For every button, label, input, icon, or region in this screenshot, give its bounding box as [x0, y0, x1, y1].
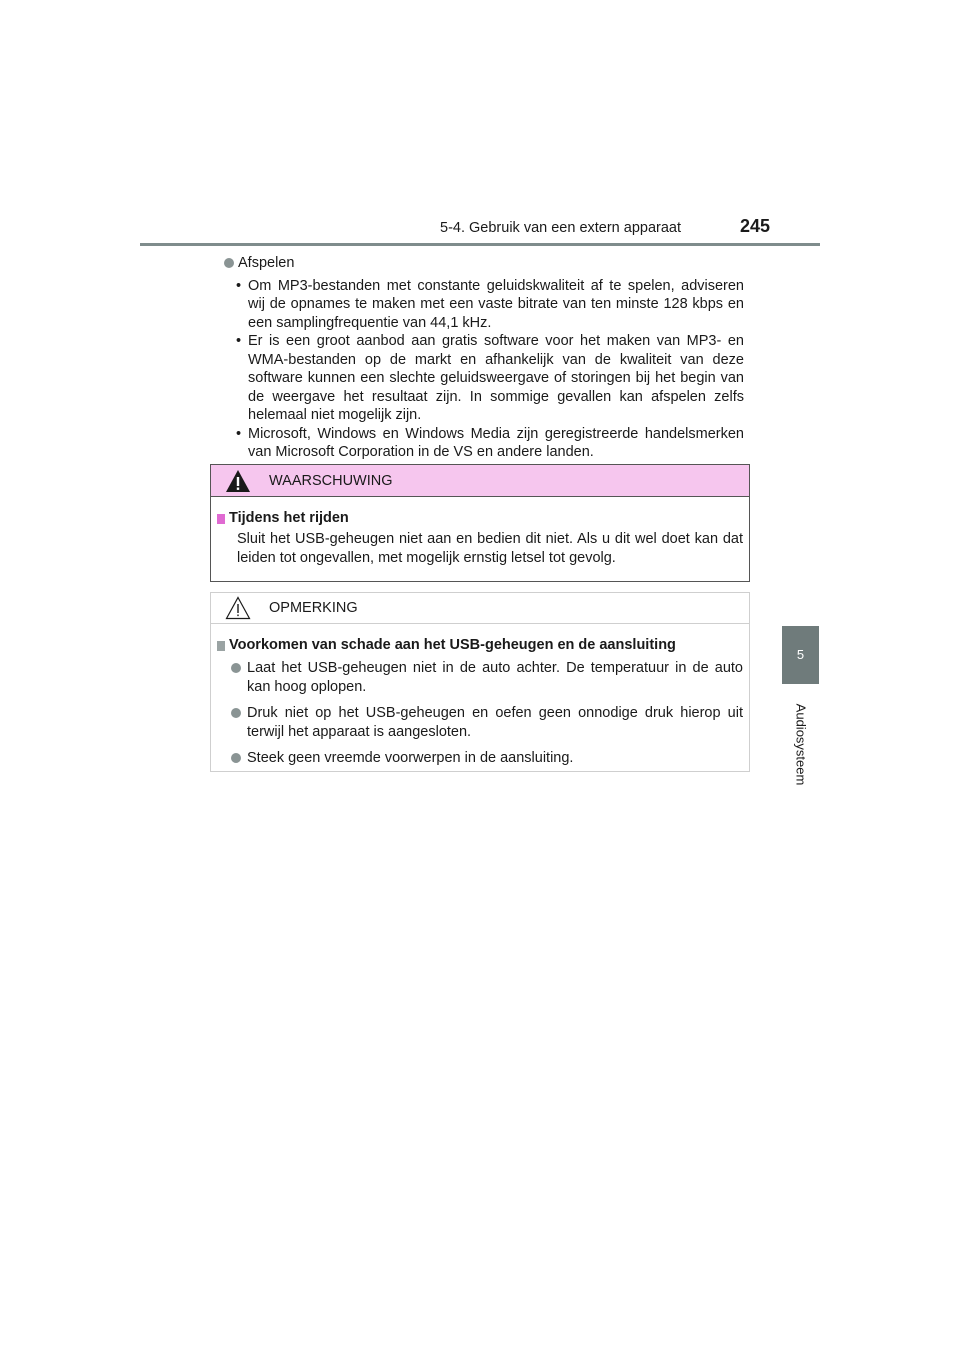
note-box [210, 592, 750, 772]
chapter-tab-label-text: Audiosysteem [793, 703, 808, 785]
note-header [211, 593, 749, 624]
playback-heading-text: Afspelen [238, 255, 295, 271]
square-bullet-icon [217, 514, 225, 524]
warning-text: Sluit het USB-geheugen niet aan en bedien dit niet. Als u dit wel doet kan dat leiden tot ongevallen, met mogelijk ernstig letsel tot gevolg. [237, 531, 743, 566]
page-number: 245 [740, 216, 771, 236]
warning-triangle-icon [225, 469, 251, 493]
caution-triangle-icon [225, 596, 251, 620]
circle-bullet-icon [231, 663, 241, 673]
list-item: • Er is een groot aanbod aan gratis software voor het maken van MP3- en WMA-bestanden op de markt en afhankelijk van de kwaliteit van deze software kunnen een slechte geluidsweergave of storingen bij het begin van de weergave het resultaat zijn. In sommige gevallen kan afspelen zelfs helemaal niet mogelijk zijn. [236, 332, 744, 425]
note-subheading [217, 636, 743, 655]
note-item-text: Steek geen vreemde voorwerpen in de aansluiting. [247, 750, 574, 766]
header-divider [140, 243, 820, 246]
list-item: • Om MP3-bestanden met constante geluidskwaliteit af te spelen, adviseren wij de opnames te maken met een vaste bitrate van ten minste 128 kbps en een samplingfrequentie van 44,1 kHz. [236, 277, 744, 333]
warning-subheading-text: Tijdens het rijden [229, 510, 349, 526]
warning-subheading [217, 509, 743, 528]
list-item [231, 659, 743, 697]
list-item [231, 749, 743, 768]
playback-section [210, 254, 750, 462]
playback-heading [224, 254, 750, 273]
note-item-text: Laat het USB-geheugen niet in de auto achter. De temperatuur in de auto kan hoog oplopen. [247, 660, 743, 695]
circle-bullet-icon [231, 753, 241, 763]
chapter-tab-number: 5 [782, 626, 819, 684]
list-item: • Microsoft, Windows en Windows Media zijn geregistreerde handelsmerken van Microsoft Corporation in de VS en andere landen. [236, 425, 744, 462]
note-body [211, 624, 749, 768]
warning-body [211, 497, 749, 568]
warning-title: WAARSCHUWING [269, 472, 393, 489]
note-item-text: Druk niet op het USB-geheugen en oefen geen onnodige druk hierop uit terwijl het apparaat is aangesloten. [247, 705, 743, 740]
square-bullet-icon [217, 641, 225, 651]
note-title: OPMERKING [269, 600, 358, 616]
note-subheading-text: Voorkomen van schade aan het USB-geheugen en de aansluiting [229, 637, 676, 653]
chapter-tab-label [782, 684, 819, 804]
section-title: 5-4. Gebruik van een extern apparaat [440, 220, 682, 236]
warning-box [210, 464, 750, 582]
list-item [231, 704, 743, 742]
playback-list [210, 277, 750, 462]
warning-header [211, 465, 749, 497]
circle-bullet-icon [231, 708, 241, 718]
circle-bullet-icon [224, 258, 234, 268]
